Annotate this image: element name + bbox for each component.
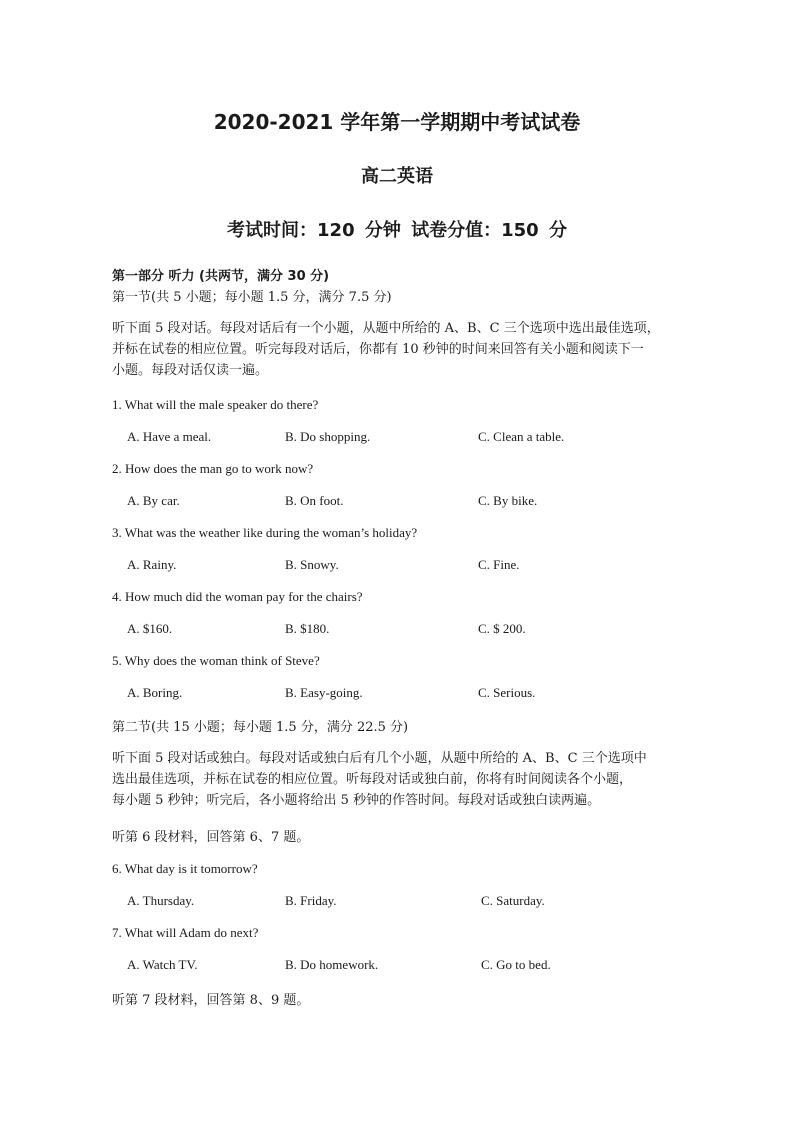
option-b: B. Easy-going. <box>285 685 363 700</box>
question-stem: 4. How much did the woman pay for the chairs? <box>112 589 363 604</box>
instruction-line: 并标在试卷的相应位置。听完每段对话后，你都有 10 秒钟的时间来回答有关小题和阅读下一 <box>112 342 644 357</box>
material-6-heading: 听第 6 段材料，回答第 6、7 题。 <box>112 830 310 845</box>
part1-heading: 第一部分 听力 (共两节，满分 30 分) <box>112 269 330 284</box>
section1-heading: 第一节(共 5 小题；每小题 1.5 分，满分 7.5 分) <box>112 290 392 305</box>
option-c: C. Serious. <box>478 685 536 700</box>
section1-instructions <box>112 318 682 381</box>
instruction-line: 听下面 5 段对话。每段对话后有一个小题，从题中所给的 A、B、C 三个选项中选出最佳选项， <box>112 321 660 336</box>
section2-instructions <box>112 748 682 811</box>
section2-heading: 第二节(共 15 小题；每小题 1.5 分，满分 22.5 分) <box>112 720 409 735</box>
option-c: C. Go to bed. <box>481 957 551 972</box>
option-c: C. By bike. <box>478 493 538 508</box>
question-stem: 2. How does the man go to work now? <box>112 461 314 476</box>
option-a: A. Thursday. <box>127 893 195 908</box>
option-a: A. By car. <box>127 493 180 508</box>
option-b: B. Do shopping. <box>285 429 371 444</box>
option-a: A. Rainy. <box>127 557 177 572</box>
option-a: A. Watch TV. <box>127 957 198 972</box>
option-b: B. Do homework. <box>285 957 379 972</box>
material-7-heading: 听第 7 段材料，回答第 8、9 题。 <box>112 993 310 1008</box>
option-b: B. On foot. <box>285 493 344 508</box>
exam-title: 2020-2021 学年第一学期期中考试试卷 <box>213 110 581 134</box>
question-stem: 7. What will Adam do next? <box>112 925 259 940</box>
option-b: B. $180. <box>285 621 330 636</box>
question-stem: 1. What will the male speaker do there? <box>112 397 319 412</box>
option-a: A. Have a meal. <box>127 429 212 444</box>
option-a: A. $160. <box>127 621 173 636</box>
instruction-line: 选出最佳选项，并标在试卷的相应位置。听每段对话或独白前，你将有时间阅读各个小题， <box>112 772 633 787</box>
question-stem: 6. What day is it tomorrow? <box>112 861 258 876</box>
option-b: B. Snowy. <box>285 557 339 572</box>
instruction-line: 每小题 5 秒钟；听完后，各小题将给出 5 秒钟的作答时间。每段对话或独白读两遍。 <box>112 793 601 808</box>
exam-info: 考试时间：120 分钟 试卷分值：150 分 <box>227 220 567 241</box>
instruction-line: 听下面 5 段对话或独白。每段对话或独白后有几个小题，从题中所给的 A、B、C 三个选项中 <box>112 751 647 766</box>
question-stem: 5. Why does the woman think of Steve? <box>112 653 320 668</box>
option-b: B. Friday. <box>285 893 337 908</box>
option-c: C. Clean a table. <box>478 429 565 444</box>
question-stem: 3. What was the weather like during the woman’s holiday? <box>112 525 418 540</box>
option-c: C. Fine. <box>478 557 520 572</box>
option-a: A. Boring. <box>127 685 183 700</box>
instruction-line: 小题。每段对话仅读一遍。 <box>112 363 269 378</box>
option-c: C. Saturday. <box>481 893 545 908</box>
option-c: C. $ 200. <box>478 621 526 636</box>
subject-title: 高二英语 <box>361 166 433 187</box>
